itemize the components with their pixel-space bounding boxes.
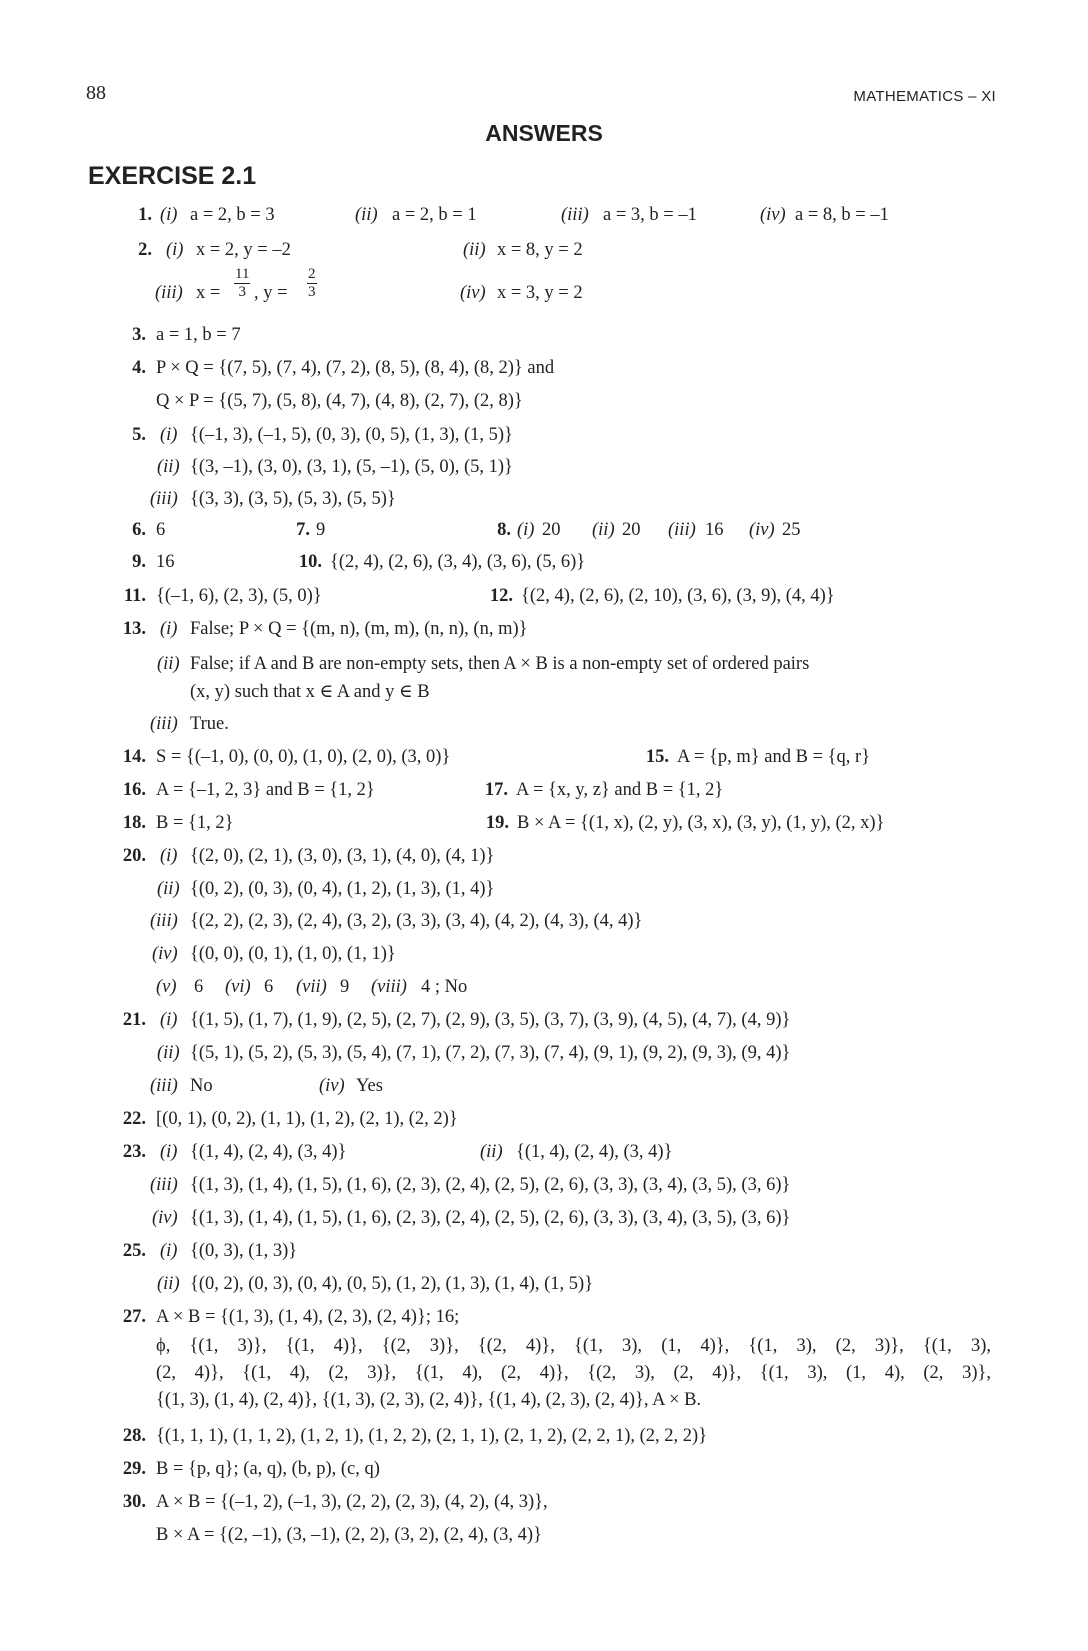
question-number: 2.	[138, 240, 152, 260]
part-label: (iv)	[460, 283, 486, 303]
fraction	[307, 266, 317, 302]
fraction-numerator: 11	[234, 266, 250, 284]
question-number: 3.	[132, 325, 146, 345]
question-number: 22.	[122, 1109, 146, 1129]
answer-text: 6	[156, 520, 166, 540]
question-number: 25.	[122, 1241, 146, 1261]
part-label: (iii)	[150, 911, 178, 931]
answer-text: {(3, 3), (3, 5), (5, 3), (5, 5)}	[190, 489, 396, 509]
answer-text: {(2, 4), (2, 6), (2, 10), (3, 6), (3, 9), (4, 4)}	[521, 586, 835, 606]
fraction-denominator: 3	[308, 284, 316, 301]
answer-text: {(2, 0), (2, 1), (3, 0), (3, 1), (4, 0), (4, 1)}	[190, 846, 495, 866]
part-label: (vi)	[225, 977, 251, 997]
part-label: (ii)	[480, 1142, 503, 1162]
answer-text: 9	[316, 520, 326, 540]
part-label: (iii)	[150, 1076, 178, 1096]
answer-text: {(1, 4), (2, 4), (3, 4)}	[516, 1142, 673, 1162]
answer-text: , y =	[254, 283, 288, 303]
fraction	[234, 266, 250, 302]
part-label: (i)	[160, 846, 178, 866]
answer-text: 25	[782, 520, 801, 540]
answer-text: A × B = {(–1, 2), (–1, 3), (2, 2), (2, 3), (4, 2), (4, 3)},	[156, 1492, 548, 1512]
answer-text: 4 ; No	[421, 977, 468, 997]
answer-text: {(1, 3), (1, 4), (1, 5), (1, 6), (2, 3), (2, 4), (2, 5), (2, 6), (3, 3), (3, 4), (3, 5), (3, 6)}	[190, 1208, 791, 1228]
question-number: 27.	[122, 1307, 146, 1327]
running-head: MATHEMATICS – XI	[853, 88, 996, 105]
question-number: 10.	[298, 552, 322, 572]
answer-text: a = 3, b = –1	[603, 205, 697, 225]
answer-text: False; if A and B are non-empty sets, then A × B is a non-empty set of ordered pairs	[190, 654, 810, 674]
fraction-denominator: 3	[238, 284, 246, 301]
page-title: ANSWERS	[485, 120, 603, 146]
answer-text: 6	[194, 977, 204, 997]
answer-text: a = 1, b = 7	[156, 325, 241, 345]
part-label: (i)	[160, 425, 178, 445]
part-label: (i)	[160, 205, 178, 225]
answer-text: A = {p, m} and B = {q, r}	[677, 747, 871, 767]
exercise-heading: EXERCISE 2.1	[88, 162, 257, 190]
question-number: 29.	[122, 1459, 146, 1479]
answer-text: B = {1, 2}	[156, 813, 234, 833]
part-label: (i)	[160, 1142, 178, 1162]
question-number: 11.	[123, 586, 146, 606]
part-label: (ii)	[157, 879, 180, 899]
answer-text: {(2, 2), (2, 3), (2, 4), (3, 2), (3, 3), (3, 4), (4, 2), (4, 3), (4, 4)}	[190, 911, 643, 931]
answer-text: {(0, 0), (0, 1), (1, 0), (1, 1)}	[190, 944, 396, 964]
part-label: (iii)	[150, 1175, 178, 1195]
answer-text: 20	[622, 520, 641, 540]
question-number: 19.	[485, 813, 509, 833]
answer-text: S = {(–1, 0), (0, 0), (1, 0), (2, 0), (3, 0)}	[156, 747, 451, 767]
question-number: 14.	[122, 747, 146, 767]
part-label: (iv)	[152, 944, 178, 964]
answer-text: True.	[190, 714, 229, 734]
answer-text: No	[190, 1076, 213, 1096]
answer-text: False; P × Q = {(m, n), (m, m), (n, n), (n, m)}	[190, 619, 528, 639]
question-number: 23.	[122, 1142, 146, 1162]
answer-text: x = 3, y = 2	[497, 283, 583, 303]
answer-text: (x, y) such that x ∈ A and y ∈ B	[190, 682, 430, 702]
part-label: (ii)	[157, 654, 180, 674]
question-number: 17.	[484, 780, 508, 800]
part-label: (v)	[156, 977, 177, 997]
part-label: (i)	[166, 240, 184, 260]
question-number: 5.	[132, 425, 146, 445]
answer-text: x =	[196, 283, 221, 303]
part-label: (ii)	[592, 520, 615, 540]
answer-text: A = {–1, 2, 3} and B = {1, 2}	[156, 780, 375, 800]
answer-text: (2, 4)}, {(1, 4), (2, 3)}, {(1, 4), (2, 4)}, {(2, 3), (2, 4)}, {(1, 3), (1, 4), (2, 3)},	[156, 1363, 991, 1383]
answer-text: x = 2, y = –2	[196, 240, 291, 260]
answer-text: a = 2, b = 3	[190, 205, 275, 225]
part-label: (viii)	[371, 977, 407, 997]
question-number: 18.	[122, 813, 146, 833]
part-label: (iii)	[561, 205, 589, 225]
part-label: (iii)	[155, 283, 183, 303]
question-number: 15.	[645, 747, 669, 767]
page-number: 88	[86, 82, 106, 104]
answer-text: 20	[542, 520, 561, 540]
answer-text: {(1, 1, 1), (1, 1, 2), (1, 2, 1), (1, 2, 2), (2, 1, 1), (2, 1, 2), (2, 2, 1), (2, 2, 2)}	[156, 1426, 708, 1446]
question-number: 12.	[489, 586, 513, 606]
question-number: 21.	[122, 1010, 146, 1030]
part-label: (iv)	[760, 205, 786, 225]
question-number: 30.	[122, 1492, 146, 1512]
part-label: (iii)	[150, 714, 178, 734]
question-number: 6.	[132, 520, 146, 540]
part-label: (ii)	[355, 205, 378, 225]
part-label: (i)	[517, 520, 535, 540]
answer-text: {(0, 2), (0, 3), (0, 4), (0, 5), (1, 2), (1, 3), (1, 4), (1, 5)}	[190, 1274, 594, 1294]
question-number: 20.	[122, 846, 146, 866]
question-number: 16.	[122, 780, 146, 800]
answer-text: {(–1, 3), (–1, 5), (0, 3), (0, 5), (1, 3), (1, 5)}	[190, 425, 513, 445]
answer-text: P × Q = {(7, 5), (7, 4), (7, 2), (8, 5), (8, 4), (8, 2)} and	[156, 358, 555, 378]
answer-text: Yes	[356, 1076, 383, 1096]
answer-text: ϕ, {(1, 3)}, {(1, 4)}, {(2, 3)}, {(2, 4)}, {(1, 3), (1, 4)}, {(1, 3), (2, 3)}, {(1, 3),	[156, 1336, 991, 1356]
answer-text: {(–1, 6), (2, 3), (5, 0)}	[156, 586, 322, 606]
part-label: (iv)	[749, 520, 775, 540]
answer-text: {(1, 4), (2, 4), (3, 4)}	[190, 1142, 347, 1162]
fraction-numerator: 2	[307, 266, 317, 284]
part-label: (i)	[160, 1010, 178, 1030]
part-label: (vii)	[296, 977, 327, 997]
answer-text: 16	[705, 520, 724, 540]
question-number: 8.	[497, 520, 511, 540]
answer-text: A = {x, y, z} and B = {1, 2}	[516, 780, 724, 800]
part-label: (iii)	[150, 489, 178, 509]
part-label: (ii)	[157, 1274, 180, 1294]
question-number: 13.	[122, 619, 146, 639]
part-label: (i)	[160, 619, 178, 639]
answer-text: {(1, 5), (1, 7), (1, 9), (2, 5), (2, 7), (2, 9), (3, 5), (3, 7), (3, 9), (4, 5), (4, 7), (4, 9)}	[190, 1010, 791, 1030]
question-number: 4.	[132, 358, 146, 378]
answer-text: Q × P = {(5, 7), (5, 8), (4, 7), (4, 8), (2, 7), (2, 8)}	[156, 391, 523, 411]
answer-text: 6	[264, 977, 274, 997]
answer-text: 9	[340, 977, 350, 997]
question-number: 9.	[132, 552, 146, 572]
answer-text: x = 8, y = 2	[497, 240, 583, 260]
answer-text: {(3, –1), (3, 0), (3, 1), (5, –1), (5, 0), (5, 1)}	[190, 457, 513, 477]
part-label: (ii)	[463, 240, 486, 260]
question-number: 1.	[138, 205, 152, 225]
answer-text: {(1, 3), (1, 4), (2, 4)}, {(1, 3), (2, 3), (2, 4)}, {(1, 4), (2, 3), (2, 4)}, A × B.	[156, 1390, 702, 1410]
part-label: (iii)	[668, 520, 696, 540]
part-label: (ii)	[157, 1043, 180, 1063]
answer-text: {(1, 3), (1, 4), (1, 5), (1, 6), (2, 3), (2, 4), (2, 5), (2, 6), (3, 3), (3, 4), (3, 5), (3, 6)}	[190, 1175, 791, 1195]
answer-text: [(0, 1), (0, 2), (1, 1), (1, 2), (2, 1), (2, 2)}	[156, 1109, 458, 1129]
answer-text: {(5, 1), (5, 2), (5, 3), (5, 4), (7, 1), (7, 2), (7, 3), (7, 4), (9, 1), (9, 2), (9, 3), (9, 4)}	[190, 1043, 791, 1063]
answer-27-subsets	[156, 1333, 991, 1414]
answer-text: B × A = {(1, x), (2, y), (3, x), (3, y), (1, y), (2, x)}	[517, 813, 885, 833]
part-label: (i)	[160, 1241, 178, 1261]
part-label: (iv)	[152, 1208, 178, 1228]
question-number: 28.	[122, 1426, 146, 1446]
answer-text: B = {p, q}; (a, q), (b, p), (c, q)	[156, 1459, 380, 1479]
answer-text: {(2, 4), (2, 6), (3, 4), (3, 6), (5, 6)}	[330, 552, 586, 572]
answer-text: {(0, 2), (0, 3), (0, 4), (1, 2), (1, 3), (1, 4)}	[190, 879, 495, 899]
answer-text: a = 8, b = –1	[795, 205, 889, 225]
answer-text: 16	[156, 552, 175, 572]
answer-text: {(0, 3), (1, 3)}	[190, 1241, 298, 1261]
part-label: (ii)	[157, 457, 180, 477]
question-number: 7.	[296, 520, 310, 540]
part-label: (iv)	[319, 1076, 345, 1096]
answer-text: a = 2, b = 1	[392, 205, 477, 225]
answer-text: B × A = {(2, –1), (3, –1), (2, 2), (3, 2), (2, 4), (3, 4)}	[156, 1525, 542, 1545]
answer-text: A × B = {(1, 3), (1, 4), (2, 3), (2, 4)}; 16;	[156, 1307, 460, 1327]
